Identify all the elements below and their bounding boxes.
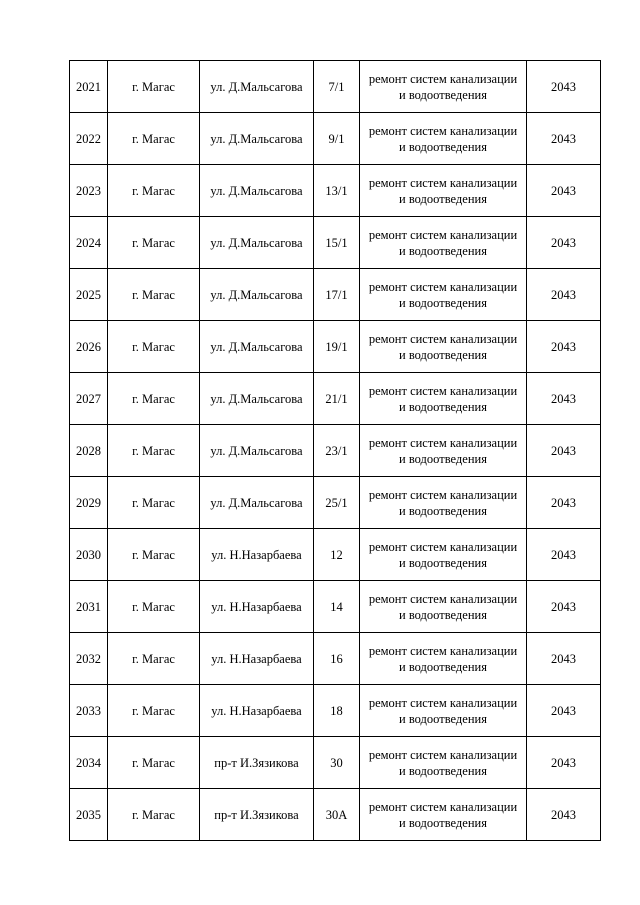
table-row [70, 477, 601, 529]
house-number-cell: 23/1 [314, 425, 360, 477]
year-cell: 2043 [527, 269, 601, 321]
street-cell: ул. Н.Назарбаева [200, 633, 314, 685]
year-cell: 2043 [527, 633, 601, 685]
table-row [70, 581, 601, 633]
city-cell: г. Магас [108, 217, 200, 269]
table-row [70, 373, 601, 425]
table-row [70, 737, 601, 789]
year-cell: 2043 [527, 61, 601, 113]
house-number-cell: 21/1 [314, 373, 360, 425]
row-number-cell: 2027 [70, 373, 108, 425]
table-row [70, 529, 601, 581]
table-row [70, 789, 601, 841]
work-type-cell: ремонт систем канализации и водоотведения [360, 581, 527, 633]
work-type-cell: ремонт систем канализации и водоотведения [360, 373, 527, 425]
house-number-cell: 13/1 [314, 165, 360, 217]
city-cell: г. Магас [108, 425, 200, 477]
house-number-cell: 9/1 [314, 113, 360, 165]
house-number-cell: 7/1 [314, 61, 360, 113]
city-cell: г. Магас [108, 581, 200, 633]
house-number-cell: 18 [314, 685, 360, 737]
city-cell: г. Магас [108, 633, 200, 685]
row-number-cell: 2021 [70, 61, 108, 113]
work-type-cell: ремонт систем канализации и водоотведения [360, 165, 527, 217]
year-cell: 2043 [527, 217, 601, 269]
street-cell: ул. Д.Мальсагова [200, 113, 314, 165]
work-type-cell: ремонт систем канализации и водоотведения [360, 113, 527, 165]
work-type-cell: ремонт систем канализации и водоотведения [360, 269, 527, 321]
city-cell: г. Магас [108, 477, 200, 529]
house-number-cell: 12 [314, 529, 360, 581]
row-number-cell: 2024 [70, 217, 108, 269]
year-cell: 2043 [527, 477, 601, 529]
year-cell: 2043 [527, 581, 601, 633]
house-number-cell: 19/1 [314, 321, 360, 373]
year-cell: 2043 [527, 789, 601, 841]
row-number-cell: 2025 [70, 269, 108, 321]
city-cell: г. Магас [108, 789, 200, 841]
table-row [70, 165, 601, 217]
year-cell: 2043 [527, 529, 601, 581]
year-cell: 2043 [527, 113, 601, 165]
street-cell: ул. Н.Назарбаева [200, 581, 314, 633]
work-type-cell: ремонт систем канализации и водоотведения [360, 425, 527, 477]
row-number-cell: 2032 [70, 633, 108, 685]
year-cell: 2043 [527, 737, 601, 789]
city-cell: г. Магас [108, 737, 200, 789]
housing-repair-table [69, 60, 601, 841]
year-cell: 2043 [527, 373, 601, 425]
table-row [70, 217, 601, 269]
house-number-cell: 30А [314, 789, 360, 841]
work-type-cell: ремонт систем канализации и водоотведения [360, 685, 527, 737]
table-row [70, 61, 601, 113]
street-cell: ул. Н.Назарбаева [200, 529, 314, 581]
table-row [70, 633, 601, 685]
city-cell: г. Магас [108, 113, 200, 165]
house-number-cell: 15/1 [314, 217, 360, 269]
year-cell: 2043 [527, 425, 601, 477]
work-type-cell: ремонт систем канализации и водоотведения [360, 737, 527, 789]
row-number-cell: 2023 [70, 165, 108, 217]
street-cell: пр-т И.Зязикова [200, 789, 314, 841]
house-number-cell: 17/1 [314, 269, 360, 321]
city-cell: г. Магас [108, 529, 200, 581]
row-number-cell: 2030 [70, 529, 108, 581]
row-number-cell: 2029 [70, 477, 108, 529]
row-number-cell: 2034 [70, 737, 108, 789]
city-cell: г. Магас [108, 61, 200, 113]
street-cell: ул. Д.Мальсагова [200, 477, 314, 529]
work-type-cell: ремонт систем канализации и водоотведения [360, 529, 527, 581]
house-number-cell: 30 [314, 737, 360, 789]
table-body [70, 61, 601, 841]
table-row [70, 425, 601, 477]
city-cell: г. Магас [108, 165, 200, 217]
house-number-cell: 25/1 [314, 477, 360, 529]
work-type-cell: ремонт систем канализации и водоотведения [360, 477, 527, 529]
work-type-cell: ремонт систем канализации и водоотведения [360, 633, 527, 685]
street-cell: ул. Д.Мальсагова [200, 373, 314, 425]
city-cell: г. Магас [108, 269, 200, 321]
year-cell: 2043 [527, 685, 601, 737]
table-row [70, 321, 601, 373]
row-number-cell: 2022 [70, 113, 108, 165]
work-type-cell: ремонт систем канализации и водоотведения [360, 789, 527, 841]
year-cell: 2043 [527, 321, 601, 373]
table-row [70, 685, 601, 737]
street-cell: ул. Д.Мальсагова [200, 425, 314, 477]
work-type-cell: ремонт систем канализации и водоотведения [360, 217, 527, 269]
street-cell: ул. Д.Мальсагова [200, 165, 314, 217]
row-number-cell: 2026 [70, 321, 108, 373]
work-type-cell: ремонт систем канализации и водоотведения [360, 61, 527, 113]
work-type-cell: ремонт систем канализации и водоотведения [360, 321, 527, 373]
row-number-cell: 2035 [70, 789, 108, 841]
row-number-cell: 2028 [70, 425, 108, 477]
year-cell: 2043 [527, 165, 601, 217]
street-cell: ул. Д.Мальсагова [200, 269, 314, 321]
city-cell: г. Магас [108, 321, 200, 373]
house-number-cell: 14 [314, 581, 360, 633]
row-number-cell: 2033 [70, 685, 108, 737]
table-row [70, 269, 601, 321]
city-cell: г. Магас [108, 373, 200, 425]
street-cell: ул. Д.Мальсагова [200, 217, 314, 269]
street-cell: ул. Д.Мальсагова [200, 321, 314, 373]
street-cell: пр-т И.Зязикова [200, 737, 314, 789]
house-number-cell: 16 [314, 633, 360, 685]
table-row [70, 113, 601, 165]
row-number-cell: 2031 [70, 581, 108, 633]
city-cell: г. Магас [108, 685, 200, 737]
street-cell: ул. Н.Назарбаева [200, 685, 314, 737]
street-cell: ул. Д.Мальсагова [200, 61, 314, 113]
